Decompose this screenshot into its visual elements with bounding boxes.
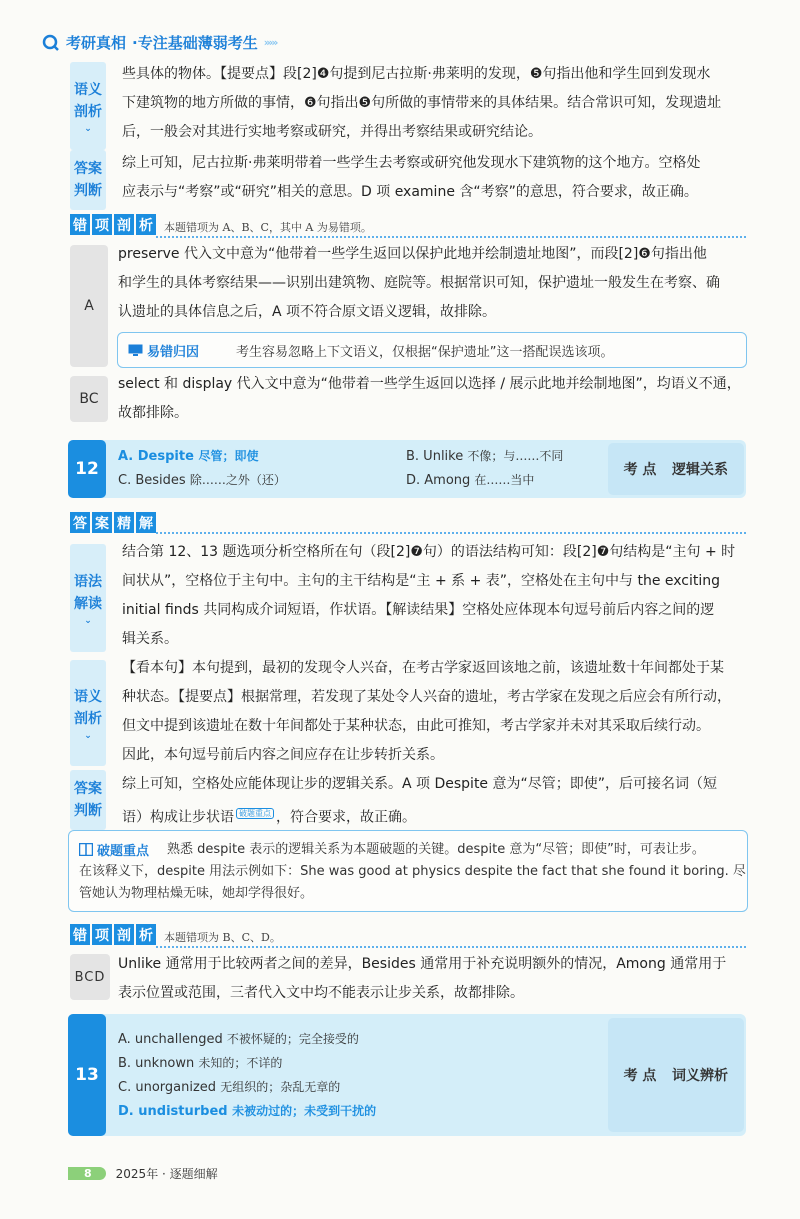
header-brand [42,32,276,53]
wrong-note: 本题错项为 B、C、D。 [164,931,281,944]
brand-name: 考研真相 [66,34,127,52]
key-point-box [68,830,748,912]
option-b[interactable]: B. Unlike 不像；与……不同 [406,449,564,464]
key-line: 在该释义下，despite 用法示例如下：She was good at physics despite the fact that she found it boring. 尽 [79,864,746,879]
label-option-bcd: BCD [70,954,110,1000]
chevron-down-icon: ⌄ [84,124,92,134]
footer-text: 2025年 · 逐题细解 [115,1167,218,1181]
paragraph-option-bcd: Unlike 通常用于比较两者之间的差异，Besides 通常用于补充说明额外的情况，Among 通常用于 表示位置或范围，三者代入文中均不能表示让步关系，故都排除。 [118,956,727,1001]
wrong-note: 本题错项为 A、B、C，其中 A 为易错项。 [164,221,372,234]
brand-tagline: ·专注基础薄弱考生 [132,34,258,52]
chevron-down-icon: ⌄ [84,731,92,741]
question-number: 13 [68,1014,106,1136]
option-d[interactable]: D. Among 在……当中 [406,473,535,488]
label-yufa: 语法 解读 ⌄ [70,544,106,652]
option-d[interactable]: D. undisturbed 未被动过的；未受到干扰的 [118,1104,377,1119]
label-daan-1: 答案 判断 [70,150,106,210]
label-option-a: A [70,245,108,367]
paragraph-option-a: preserve 代入文中意为“他带着一些学生返回以保护此地并绘制遗址地图”，而段[2]❻句指出他 和学生的具体考察结果——识别出建筑物、庭院等。根据常识可知，保护遗址一般发生在考察、确 认遗址的具体信息之后，A 项不符合原文语义逻辑，故排除。 [118,246,720,320]
label-text: 语义 [74,82,102,98]
search-q-icon [42,34,60,52]
tip-text: 考生容易忽略上下文语义，仅根据“保护遗址”这一搭配误选该项。 [236,345,614,360]
option-a[interactable]: A. Despite 尽管；即使 [118,449,259,464]
section-wrong-options-1: 错 项 剖 析 本题错项为 A、B、C，其中 A 为易错项。 [70,214,372,235]
paragraph-option-bc: select 和 display 代入文中意为“他带着一些学生返回以选择 / 展示此地并绘制地图”，均语义不通， 故都排除。 [118,376,741,421]
divider [156,532,746,534]
key-point-stamp: 破题重点 [236,808,274,819]
chevron-down-icon: ⌄ [84,616,92,626]
book-icon [79,843,93,856]
key-line: 管她认为物理枯燥无味，她却学得很好。 [79,886,314,901]
arrows-icon: ››››› [263,36,277,49]
divider [156,236,746,238]
paragraph-yuyi-2: 【看本句】本句提到，最初的发现令人兴奋，在考古学家返回该地之前，该遗址数十年间都处于某 种状态。【提要点】根据常理，若发现了某处令人兴奋的遗址，考古学家在发现之后应会有所行动， 但文中提到该遗址在数十年间都处于某种状态，由此可推知，考古学家并未对其采取后续行动。 因此，本句逗号前后内容之间应存在让步转折关系。 [122,660,731,763]
divider [156,946,746,948]
test-point: 考 点 逻辑关系 [608,443,744,495]
test-point: 考 点 词义辨析 [608,1018,744,1132]
option-a[interactable]: A. unchallenged 不被怀疑的；完全接受的 [118,1032,359,1047]
paragraph-yufa: 结合第 12、13 题选项分析空格所在句（段[2]❼句）的语法结构可知：段[2]❼句结构是“主句 + 时 间状从”，空格位于主句中。主句的主干结构是“主 + 系 + 表”，空格处在主句中与 the exciting initial finds 共同构成介词短语，作状语。【解读结果】空格处应体现本句逗号前后内容之间的逻 辑关系。 [122,544,736,647]
tip-title: 易错归因 [147,345,200,360]
monitor-icon [128,344,143,357]
label-option-bc: BC [70,376,108,422]
label-yuyi-2: 语义 剖析 ⌄ [70,660,106,766]
question-number: 12 [68,440,106,498]
section-wrong-options-2: 错 项 剖 析 本题错项为 B、C、D。 [70,924,281,945]
label-yuyi-1: 语义 剖析 ⌄ [70,62,106,150]
label-daan-2: 答案 判断 [70,770,106,830]
paragraph-daan-2: 综上可知，空格处应能体现让步的逻辑关系。A 项 Despite 意为“尽管；即使”，后可接名词（短 语）构成让步状语 $^{破题重点}$ ，符合要求，故正确。 [122,776,717,826]
tip-box [117,332,747,368]
option-b[interactable]: B. unknown 未知的；不详的 [118,1056,283,1071]
section-answer-explanation: 答 案 精 解 [70,512,158,533]
key-line: 熟悉 despite 表示的逻辑关系为本题破题的关键。despite 意为“尽管；即使”时，可表让步。 [167,842,705,857]
key-title: 破题重点 [97,844,150,859]
option-c[interactable]: C. unorganized 无组织的；杂乱无章的 [118,1080,341,1095]
paragraph-daan-1: 综上可知，尼古拉斯·弗莱明带着一些学生去考察或研究他发现水下建筑物的这个地方。空格处 应表示与“考察”或“研究”相关的意思。D 项 examine 含“考察”的意思，符合要求，故正确。 [122,155,701,200]
option-c[interactable]: C. Besides 除……之外（还） [118,473,286,488]
page-number: 8 [68,1167,106,1180]
footer [68,1165,218,1182]
paragraph-yuyi-1: 些具体的物体。【提要点】段[2]❹句提到尼古拉斯·弗莱明的发现，❺句指出他和学生回到发现水 下建筑物的地方所做的事情，❻句指出❺句所做的事情带来的具体结果。结合常识可知，发现遗址 后，一般会对其进行实地考察或研究，并得出考察结果或研究结论。 [122,66,722,140]
